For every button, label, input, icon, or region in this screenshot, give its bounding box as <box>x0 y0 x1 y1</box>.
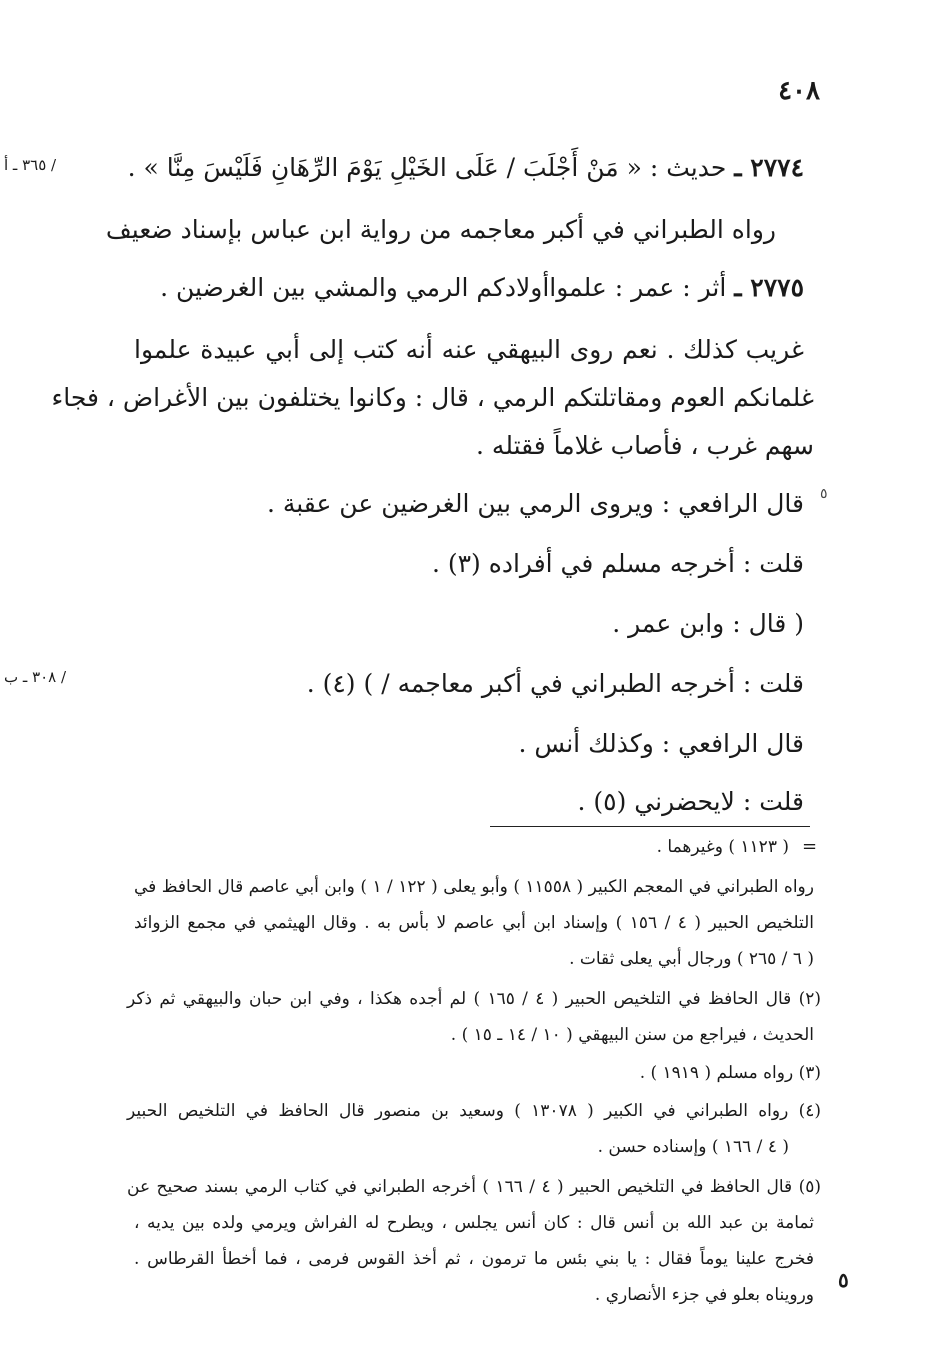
footnote-separator <box>490 826 810 827</box>
footnote-1-line-3: ( ٦ / ٢٦٥ ) ورجال أبي يعلى ثقات . <box>569 949 814 969</box>
hadith-text-2774: حديث : « مَنْ أَجْلَبَ / عَلَى الخَيْلِ يَوْمَ الرِّهَانِ فَلَيْسَ مِنَّا » . <box>127 153 727 182</box>
footnote-5-line-3: فخرج علينا يوماً فقال : يا بني بئس ما ترمون ، ثم أخذ القوس فرمى ، فما أخطأ القرطاس . <box>134 1249 814 1269</box>
margin-footnote-marker: ٥ <box>838 1268 849 1292</box>
hadith-2774 <box>128 148 804 188</box>
footnote-1-line-1: رواه الطبراني في المعجم الكبير ( ١١٥٥٨ ) وأبو يعلى ( ١٢٢ / ١ ) وابن أبي عاصم قال الحافظ في <box>134 877 814 897</box>
rafii-statement-3: قال الرافعي : وكذلك أنس . <box>518 729 804 758</box>
footnote-2-line-2: الحديث ، فيراجع من سنن البيهقي ( ١٠ / ١٤ ـ ١٥ ) . <box>450 1025 814 1045</box>
commentary-line-3: سهم غرب ، فأصاب غلاماً فقتله . <box>476 431 814 460</box>
margin-line-marker: ٥ <box>820 486 828 502</box>
footnote-2-line-1: (٢) قال الحافظ في التلخيص الحبير ( ٤ / ١٦٥ ) لم أجده هكذا ، وفي ابن حبان والبيهقي ثم ذكر <box>127 989 821 1009</box>
author-reply-1: قلت : أخرجه مسلم في أفراده (٣) . <box>431 549 804 578</box>
rafii-statement-1: قال الرافعي : ويروى الرمي بين الغرضين عن عقبة . <box>266 489 804 518</box>
footnote-continuation-mark: = <box>802 836 818 857</box>
athar-2775 <box>160 268 804 308</box>
footnote-5-line-2: ثمامة بن عبد الله بن أنس قال : كان أنس يجلس ، ويطرح له الفراش ويرمي ولده بين يديه ، <box>134 1213 814 1233</box>
author-reply-3: قلت : لايحضرني (٥) . <box>577 787 804 816</box>
athar-number-2775: ٢٧٧٥ ـ <box>734 273 804 302</box>
commentary-line-2: غلمانكم العوم ومقاتلتكم الرمي ، قال : وكانوا يختلفون بين الأغراض ، فجاء <box>51 383 814 412</box>
footnote-5-line-4: ورويناه بعلو في جزء الأنصاري . <box>594 1285 814 1305</box>
footnote-5-line-1: (٥) قال الحافظ في التلخيص الحبير ( ٤ / ١٦٦ ) أخرجه الطبراني في كتاب الرمي بسند صحيح عن <box>127 1177 821 1197</box>
author-reply-2: قلت : أخرجه الطبراني في أكبر معاجمه / ) (٤) . <box>306 669 804 698</box>
page-number: ٤٠٨ <box>778 76 820 106</box>
margin-reference-2: / ٣٠٨ ـ ب <box>4 668 67 686</box>
athar-text-2775: أثر : عمر : علمواأولادكم الرمي والمشي بين الغرضين . <box>160 273 727 302</box>
footnote-4-line-1: (٤) رواه الطبراني في الكبير ( ١٣٠٧٨ ) وسعيد بن منصور قال الحافظ في التلخيص الحبير <box>127 1101 821 1121</box>
footnote-1-line-2: التلخيص الحبير ( ٤ / ١٥٦ ) وإسناد ابن أبي عاصم لا بأس به . وقال الهيثمي في مجمع الزوائد <box>134 913 815 933</box>
rafii-statement-2: ( قال : وابن عمر . <box>612 609 804 638</box>
hadith-2774-source: رواه الطبراني في أكبر معاجمه من رواية ابن عباس بإسناد ضعيف <box>105 215 776 244</box>
footnote-continued: ( ١١٢٣ ) وغيرهما . <box>656 837 789 857</box>
commentary-line-1: غريب كذلك . نعم روى البيهقي عنه أنه كتب إلى أبي عبيدة علموا <box>134 335 804 364</box>
hadith-number-2774: ٢٧٧٤ ـ <box>734 153 804 182</box>
margin-reference-1: / ٣٦٥ ـ أ <box>4 156 57 174</box>
footnote-3: (٣) رواه مسلم ( ١٩١٩ ) . <box>639 1063 821 1083</box>
footnote-4-line-2: ( ٤ / ١٦٦ ) وإسناده حسن . <box>597 1137 789 1157</box>
